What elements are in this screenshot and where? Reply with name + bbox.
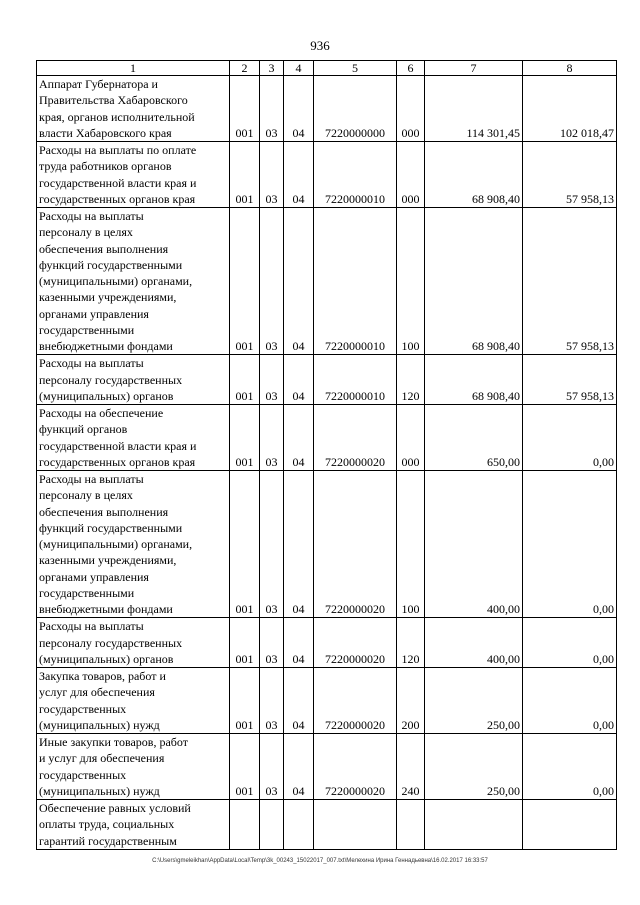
- expense-type-cell: 240: [397, 734, 425, 800]
- admin-code-cell: 001: [230, 405, 260, 471]
- expense-name-line: персоналу в целях: [39, 488, 133, 503]
- target-article-cell: 7220000010: [314, 208, 397, 355]
- expense-name-line: функций государственными: [39, 520, 183, 535]
- admin-code-cell: [230, 800, 260, 850]
- expense-name-line: государственных органов края: [39, 454, 196, 469]
- amount-col7-cell: 400,00: [425, 471, 523, 618]
- column-header: 2: [230, 61, 260, 76]
- subsection-cell: 04: [284, 142, 314, 208]
- expense-name-line: казенными учреждениями,: [39, 553, 177, 568]
- expense-name-line: государственных: [39, 701, 127, 716]
- amount-col8-cell: 57 958,13: [523, 142, 617, 208]
- target-article-cell: 7220000020: [314, 471, 397, 618]
- target-article-cell: 7220000010: [314, 355, 397, 405]
- table-row: [37, 355, 617, 405]
- expense-name-cell: [37, 405, 230, 471]
- budget-table: [36, 60, 617, 850]
- expense-type-cell: 200: [397, 668, 425, 734]
- target-article-cell: 7220000020: [314, 618, 397, 668]
- amount-col7-cell: 400,00: [425, 618, 523, 668]
- table-row: [37, 800, 617, 850]
- expense-name-cell: [37, 734, 230, 800]
- expense-name-line: Расходы на выплаты: [39, 356, 144, 371]
- expense-name-line: персоналу государственных: [39, 635, 183, 650]
- expense-name-line: органами управления: [39, 306, 149, 321]
- section-cell: 03: [260, 734, 284, 800]
- target-article-cell: 7220000020: [314, 405, 397, 471]
- subsection-cell: 04: [284, 471, 314, 618]
- amount-col8-cell: 57 958,13: [523, 355, 617, 405]
- expense-name-line: края, органов исполнительной: [39, 109, 195, 124]
- expense-name-line: (муниципальными) органами,: [39, 537, 193, 551]
- amount-col8-cell: 0,00: [523, 471, 617, 618]
- expense-name-line: государственных: [39, 767, 127, 782]
- table-row: [37, 734, 617, 800]
- column-header: 8: [523, 61, 617, 76]
- table-row: [37, 618, 617, 668]
- amount-col7-cell: 250,00: [425, 668, 523, 734]
- amount-col8-cell: 57 958,13: [523, 208, 617, 355]
- expense-name-cell: [37, 76, 230, 142]
- expense-name-line: Расходы на выплаты: [39, 472, 144, 486]
- amount-col7-cell: 68 908,40: [425, 208, 523, 355]
- section-cell: 03: [260, 668, 284, 734]
- expense-name-line: труда работников органов: [39, 159, 172, 174]
- page-number: 936: [310, 38, 330, 53]
- amount-col8-cell: 0,00: [523, 405, 617, 471]
- expense-name-cell: [37, 668, 230, 734]
- section-cell: 03: [260, 208, 284, 355]
- amount-col7-cell: 68 908,40: [425, 355, 523, 405]
- amount-col8-cell: [523, 800, 617, 850]
- admin-code-cell: 001: [230, 142, 260, 208]
- subsection-cell: 04: [284, 734, 314, 800]
- expense-name-line: обеспечения выполнения: [39, 241, 169, 256]
- subsection-cell: 04: [284, 355, 314, 405]
- expense-name-line: Иные закупки товаров, работ: [39, 735, 188, 749]
- section-cell: 03: [260, 142, 284, 208]
- amount-col8-cell: 102 018,47: [523, 76, 617, 142]
- expense-name-line: казенными учреждениями,: [39, 290, 177, 305]
- subsection-cell: [284, 800, 314, 850]
- expense-name-line: Закупка товаров, работ и: [39, 669, 166, 683]
- target-article-cell: [314, 800, 397, 850]
- expense-type-cell: 100: [397, 208, 425, 355]
- expense-name-line: персоналу в целях: [39, 225, 133, 240]
- table-row: [37, 405, 617, 471]
- section-cell: 03: [260, 618, 284, 668]
- column-header: 5: [314, 61, 397, 76]
- expense-name-line: власти Хабаровского края: [39, 125, 172, 140]
- expense-type-cell: 000: [397, 76, 425, 142]
- expense-name-cell: [37, 471, 230, 618]
- amount-col7-cell: 114 301,45: [425, 76, 523, 142]
- expense-type-cell: 000: [397, 142, 425, 208]
- target-article-cell: 7220000020: [314, 734, 397, 800]
- amount-col7-cell: 250,00: [425, 734, 523, 800]
- expense-name-line: Аппарат Губернатора и: [39, 77, 158, 91]
- table-row: [37, 76, 617, 142]
- expense-name-line: функций государственными: [39, 257, 183, 272]
- admin-code-cell: 001: [230, 618, 260, 668]
- column-header: 4: [284, 61, 314, 76]
- expense-name-cell: [37, 208, 230, 355]
- expense-name-line: Правительства Хабаровского: [39, 93, 188, 108]
- section-cell: 03: [260, 471, 284, 618]
- table-row: [37, 208, 617, 355]
- amount-col7-cell: 68 908,40: [425, 142, 523, 208]
- expense-type-cell: 000: [397, 405, 425, 471]
- subsection-cell: 04: [284, 405, 314, 471]
- admin-code-cell: 001: [230, 471, 260, 618]
- expense-name-line: государственной власти края и: [39, 175, 197, 190]
- expense-type-cell: [397, 800, 425, 850]
- column-header: 6: [397, 61, 425, 76]
- expense-name-line: оплаты труда, социальных: [39, 817, 175, 832]
- file-path-footer: C:\Users\gmeleikhan\AppData\Local\Temp\3k_00243_15022017_007.txt\Мелехина Ирина Геннадьевна\16.02.2017 16:33:57: [152, 858, 488, 864]
- expense-name-line: государственными: [39, 322, 135, 337]
- expense-name-line: (муниципальных) нужд: [39, 717, 160, 732]
- target-article-cell: 7220000010: [314, 142, 397, 208]
- amount-col7-cell: [425, 800, 523, 850]
- section-cell: 03: [260, 76, 284, 142]
- section-cell: 03: [260, 405, 284, 471]
- section-cell: [260, 800, 284, 850]
- admin-code-cell: 001: [230, 668, 260, 734]
- expense-name-cell: [37, 618, 230, 668]
- expense-name-line: (муниципальных) органов: [39, 388, 174, 403]
- admin-code-cell: 001: [230, 76, 260, 142]
- expense-type-cell: 120: [397, 355, 425, 405]
- column-header: 7: [425, 61, 523, 76]
- expense-name-line: государственных органов края: [39, 191, 196, 206]
- expense-name-line: (муниципальных) нужд: [39, 783, 160, 798]
- subsection-cell: 04: [284, 618, 314, 668]
- amount-col8-cell: 0,00: [523, 734, 617, 800]
- expense-name-line: услуг для обеспечения: [39, 685, 155, 700]
- table-row: [37, 142, 617, 208]
- expense-name-line: Расходы на выплаты: [39, 619, 144, 634]
- expense-name-line: Расходы на выплаты по оплате: [39, 143, 197, 157]
- target-article-cell: 7220000020: [314, 668, 397, 734]
- expense-name-line: внебюджетными фондами: [39, 339, 173, 353]
- admin-code-cell: 001: [230, 355, 260, 405]
- expense-type-cell: 120: [397, 618, 425, 668]
- column-header: 1: [37, 61, 230, 76]
- expense-name-cell: [37, 800, 230, 850]
- subsection-cell: 04: [284, 668, 314, 734]
- expense-name-line: Обеспечение равных условий: [39, 801, 191, 815]
- expense-name-line: Расходы на выплаты: [39, 209, 144, 223]
- expense-name-line: государственными: [39, 585, 135, 600]
- expense-name-line: внебюджетными фондами: [39, 602, 173, 616]
- expense-name-line: гарантий государственным: [39, 833, 177, 848]
- amount-col7-cell: 650,00: [425, 405, 523, 471]
- expense-name-line: функций органов: [39, 422, 128, 437]
- amount-col8-cell: 0,00: [523, 668, 617, 734]
- expense-name-line: Расходы на обеспечение: [39, 406, 164, 420]
- section-cell: 03: [260, 355, 284, 405]
- admin-code-cell: 001: [230, 208, 260, 355]
- expense-name-line: органами управления: [39, 569, 149, 584]
- expense-name-line: (муниципальными) органами,: [39, 274, 193, 288]
- expense-name-line: (муниципальных) органов: [39, 651, 174, 666]
- table-row: [37, 668, 617, 734]
- expense-name-cell: [37, 142, 230, 208]
- amount-col8-cell: 0,00: [523, 618, 617, 668]
- expense-name-line: персоналу государственных: [39, 372, 183, 387]
- subsection-cell: 04: [284, 208, 314, 355]
- admin-code-cell: 001: [230, 734, 260, 800]
- table-row: [37, 471, 617, 618]
- expense-type-cell: 100: [397, 471, 425, 618]
- target-article-cell: 7220000000: [314, 76, 397, 142]
- expense-name-line: государственной власти края и: [39, 438, 197, 453]
- expense-name-line: обеспечения выполнения: [39, 504, 169, 519]
- subsection-cell: 04: [284, 76, 314, 142]
- expense-name-line: и услуг для обеспечения: [39, 751, 165, 766]
- column-header: 3: [260, 61, 284, 76]
- expense-name-cell: [37, 355, 230, 405]
- table-header-row: [37, 61, 617, 76]
